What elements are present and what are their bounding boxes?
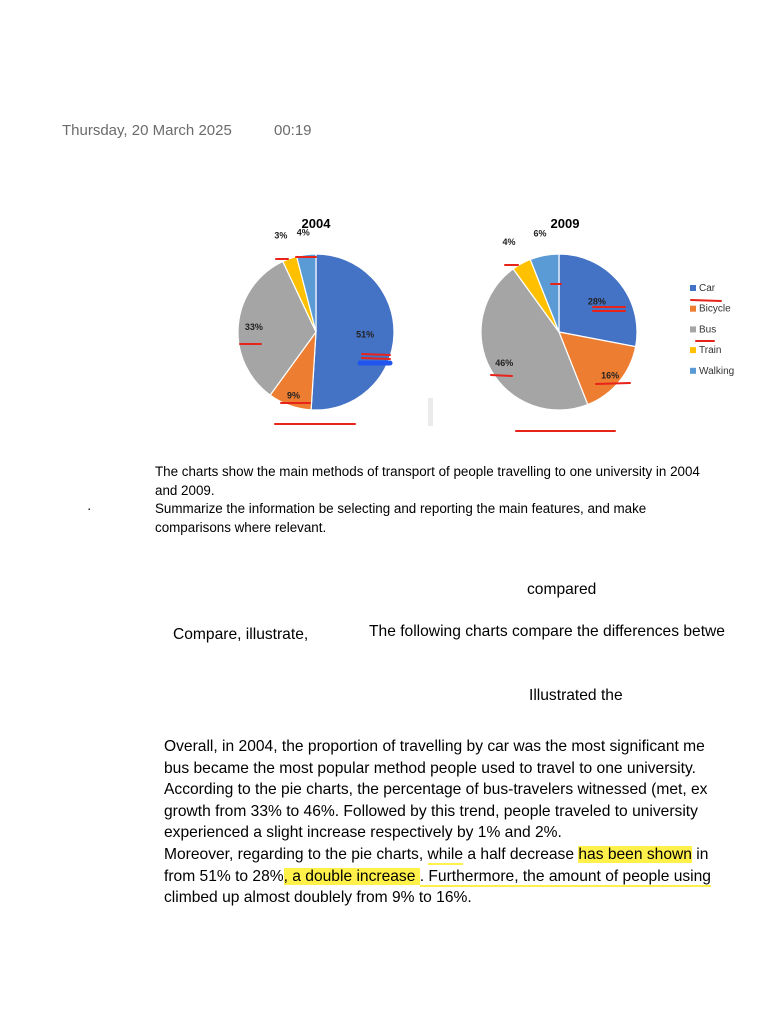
note-illustrated: Illustrated the [529,687,623,704]
legend-swatch-train [690,347,696,353]
essay-text: a half decrease [463,846,579,863]
highlighted-phrase: , a double increase [283,868,420,885]
essay-line-6 [164,844,708,866]
task-line-3: Summarize the information be selecting and reporting the main features, and make [155,501,647,516]
task-bullet: · [87,501,92,516]
legend-label-train: Train [699,345,722,357]
highlighted-phrase: has been shown [578,846,692,863]
essay-line-3: According to the pie charts, the percentage of bus-travelers witnessed (met, ex [164,781,708,798]
legend-swatch-walking [690,368,696,374]
essay-line-4: growth from 33% to 46%. Followed by this trend, people traveled to university [164,803,698,820]
data-label-2004-walking: 4% [296,227,310,238]
red-underline-mark [362,358,390,359]
data-label-2009-walking: 6% [533,228,547,239]
note-compare-words: Compare, illustrate, [173,626,309,643]
legend-swatch-bicycle [690,306,696,312]
legend-label-bus: Bus [699,324,717,336]
task-line-4: comparisons where relevant. [155,520,327,535]
essay-line-7 [164,866,711,888]
red-underline-mark [362,354,390,355]
data-label-2009-car: 28% [587,296,606,307]
chart-2004-title: 2004 [301,216,331,231]
underlined-word: while [427,846,464,863]
red-underline-mark [691,300,721,301]
pie-charts-svg [150,195,768,445]
essay-text: from 51% to 28% [164,868,284,885]
image-artifact [428,398,433,426]
essay-line-1: Overall, in 2004, the proportion of travelling by car was the most significant me [164,738,705,755]
data-label-2004-car: 51% [356,329,375,340]
essay-text: in [691,846,709,863]
task-line-2: and 2009. [155,483,215,498]
data-label-2009-bicycle: 16% [601,370,620,381]
data-label-2004-bus: 33% [244,322,263,333]
essay-line-5: experienced a slight increase respectively by 1% and 2%. [164,824,562,841]
note-compared: compared [527,581,597,598]
legend-swatch-car [690,285,696,291]
data-label-2009-bus: 46% [495,358,514,369]
pie-slice-2004-car [311,254,394,410]
red-underline-mark [596,383,630,384]
data-label-2004-bicycle: 9% [287,390,301,401]
note-date: Thursday, 20 March 2025 [62,122,232,139]
data-label-2004-train: 3% [274,230,288,241]
essay-line-2: bus became the most popular method people used to travel to one university. [164,760,696,777]
legend-label-bicycle: Bicycle [699,303,731,315]
chart-2009-title: 2009 [550,216,580,231]
note-time: 00:19 [273,122,312,139]
underlined-text: . Furthermore, the amount of people using [419,868,711,885]
data-label-2009-train: 4% [502,237,516,248]
task-line-1: The charts show the main methods of transport of people travelling to one university in 2004 [155,464,700,479]
red-underline-mark [491,375,512,376]
legend-label-car: Car [699,283,716,294]
pie-charts-image [150,195,768,445]
note-sentence: The following charts compare the differences betwe [369,623,725,640]
pie-2004 [238,227,394,410]
chart-legend [690,283,734,377]
legend-label-walking: Walking [699,365,735,377]
legend-swatch-bus [690,326,696,332]
essay-text: Moreover, regarding to the pie charts, [164,846,428,863]
essay-line-8: climbed up almost doublely from 9% to 16%. [164,889,472,906]
note-timestamp [62,122,312,139]
